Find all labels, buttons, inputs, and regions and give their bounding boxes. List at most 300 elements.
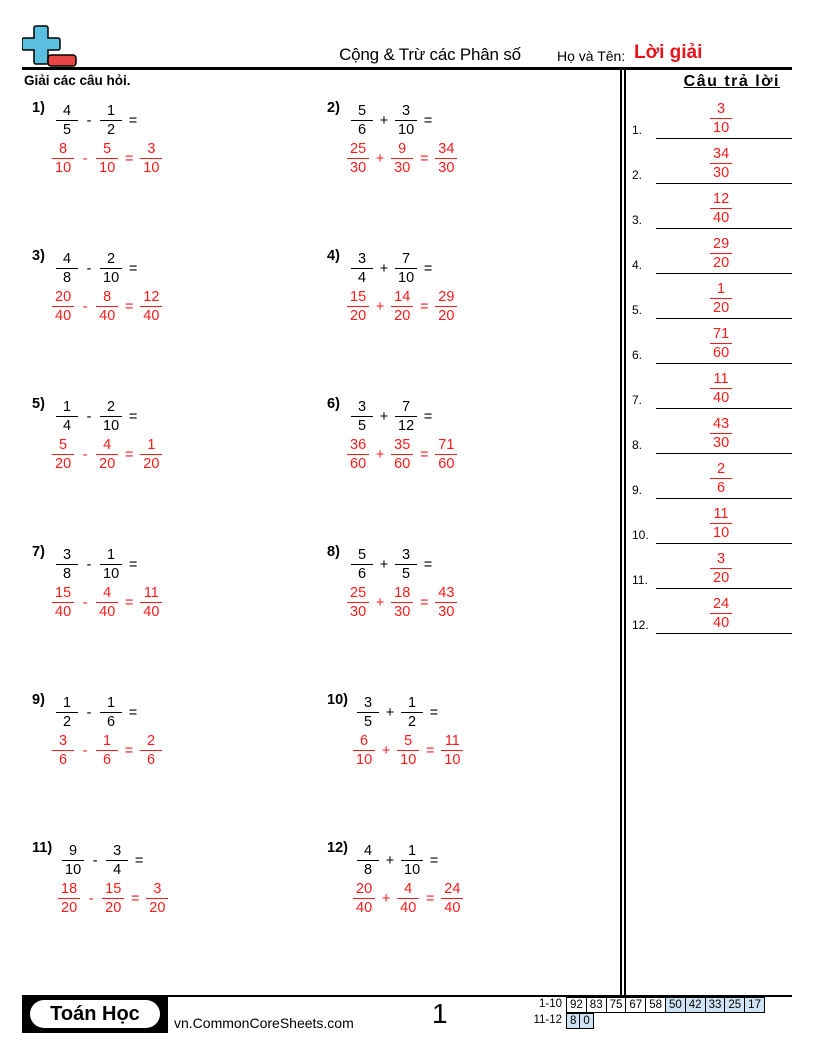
denominator: 40 bbox=[96, 306, 118, 325]
fraction bbox=[441, 732, 463, 769]
numerator: 43 bbox=[713, 416, 730, 432]
equals: = bbox=[423, 408, 433, 425]
numerator: 15 bbox=[350, 289, 367, 305]
numerator: 4 bbox=[404, 881, 413, 897]
denominator: 40 bbox=[710, 613, 732, 632]
operator: - bbox=[82, 446, 88, 463]
answer-item-1 bbox=[632, 94, 792, 139]
numerator: 11 bbox=[713, 506, 729, 522]
answer-item-4 bbox=[632, 229, 792, 274]
denominator: 10 bbox=[710, 118, 732, 137]
denominator: 30 bbox=[710, 433, 732, 452]
problem-number: 7) bbox=[32, 544, 45, 560]
numerator: 1 bbox=[102, 733, 112, 749]
solution-row bbox=[347, 140, 457, 177]
fraction bbox=[357, 694, 379, 731]
answer-label: 4. bbox=[632, 258, 643, 272]
fraction bbox=[710, 145, 732, 182]
fraction bbox=[52, 732, 74, 769]
instructions: Giải các câu hỏi. bbox=[24, 73, 131, 88]
denominator: 6 bbox=[52, 750, 74, 769]
numerator: 34 bbox=[713, 146, 730, 162]
fraction bbox=[401, 694, 423, 731]
denominator: 40 bbox=[52, 306, 74, 325]
score-cell: 8 bbox=[567, 1014, 580, 1029]
score-row-label: 11-12 bbox=[533, 1014, 562, 1026]
answer-item-8 bbox=[632, 409, 792, 454]
fraction bbox=[397, 880, 419, 917]
equals: = bbox=[125, 150, 134, 167]
numerator: 7 bbox=[402, 399, 411, 415]
question-row bbox=[56, 102, 144, 139]
column-divider bbox=[620, 67, 622, 996]
numerator: 24 bbox=[444, 881, 461, 897]
numerator: 18 bbox=[61, 881, 78, 897]
fraction bbox=[395, 546, 417, 583]
fraction bbox=[146, 880, 168, 917]
denominator: 20 bbox=[710, 298, 732, 317]
numerator: 71 bbox=[438, 437, 455, 453]
denominator: 10 bbox=[710, 523, 732, 542]
equals: = bbox=[124, 742, 134, 759]
fraction bbox=[347, 584, 369, 621]
numerator: 3 bbox=[717, 551, 726, 567]
equals: = bbox=[420, 446, 429, 463]
score-row bbox=[566, 997, 765, 1013]
denominator: 6 bbox=[351, 120, 373, 139]
fraction bbox=[357, 842, 379, 879]
solution-row bbox=[347, 584, 457, 621]
fraction bbox=[441, 880, 463, 917]
numerator: 14 bbox=[394, 289, 411, 305]
fraction bbox=[710, 280, 732, 317]
numerator: 7 bbox=[402, 251, 411, 267]
numerator: 5 bbox=[103, 141, 112, 157]
numerator: 35 bbox=[394, 437, 411, 453]
score-cell: 33 bbox=[705, 998, 725, 1013]
denominator: 40 bbox=[140, 602, 162, 621]
numerator: 25 bbox=[350, 141, 367, 157]
problem-9 bbox=[32, 692, 312, 782]
fraction bbox=[710, 235, 732, 272]
fraction bbox=[52, 140, 74, 177]
fraction bbox=[62, 842, 84, 879]
numerator: 1 bbox=[147, 437, 156, 453]
denominator: 20 bbox=[140, 454, 162, 473]
numerator: 6 bbox=[360, 733, 369, 749]
numerator: 5 bbox=[357, 103, 367, 119]
denominator: 20 bbox=[710, 253, 732, 272]
fraction bbox=[710, 550, 732, 587]
fraction bbox=[710, 460, 732, 497]
fraction bbox=[710, 190, 732, 227]
operator: + bbox=[379, 260, 389, 277]
numerator: 4 bbox=[62, 251, 72, 267]
solution-row bbox=[353, 732, 463, 769]
equals: = bbox=[128, 408, 138, 425]
problem-4 bbox=[327, 248, 607, 338]
operator: - bbox=[82, 150, 88, 167]
fraction bbox=[710, 100, 732, 137]
numerator: 24 bbox=[713, 596, 730, 612]
solution-row bbox=[347, 436, 457, 473]
fraction bbox=[96, 584, 118, 621]
numerator: 3 bbox=[357, 251, 367, 267]
fraction bbox=[395, 102, 417, 139]
denominator: 10 bbox=[441, 750, 463, 769]
denominator: 40 bbox=[441, 898, 463, 917]
operator: - bbox=[82, 298, 88, 315]
denominator: 30 bbox=[391, 602, 413, 621]
equals: = bbox=[420, 298, 429, 315]
operator: - bbox=[86, 260, 92, 277]
denominator: 10 bbox=[100, 268, 122, 287]
numerator: 8 bbox=[103, 289, 112, 305]
operator: + bbox=[379, 556, 389, 573]
solution-row bbox=[52, 140, 162, 177]
problem-number: 10) bbox=[327, 692, 348, 708]
operator: - bbox=[92, 852, 98, 869]
equals: = bbox=[128, 704, 138, 721]
fraction bbox=[391, 140, 413, 177]
numerator: 5 bbox=[357, 547, 367, 563]
numerator: 18 bbox=[394, 585, 411, 601]
solution-row bbox=[58, 880, 168, 917]
fraction bbox=[140, 288, 162, 325]
answer-item-10 bbox=[632, 499, 792, 544]
answer-label: 8. bbox=[632, 438, 643, 452]
problem-number: 12) bbox=[327, 840, 348, 856]
numerator: 1 bbox=[62, 695, 72, 711]
equals: = bbox=[426, 742, 435, 759]
numerator: 15 bbox=[105, 881, 122, 897]
numerator: 29 bbox=[438, 289, 455, 305]
fraction bbox=[391, 288, 413, 325]
denominator: 30 bbox=[435, 602, 457, 621]
operator: - bbox=[86, 408, 92, 425]
fraction bbox=[56, 250, 78, 287]
equals: = bbox=[125, 594, 134, 611]
numerator: 25 bbox=[350, 585, 367, 601]
equals: = bbox=[423, 112, 433, 129]
equals: = bbox=[134, 852, 144, 869]
denominator: 60 bbox=[391, 454, 413, 473]
denominator: 5 bbox=[56, 120, 78, 139]
equals: = bbox=[131, 890, 140, 907]
numerator: 71 bbox=[713, 326, 730, 342]
operator: - bbox=[88, 890, 94, 907]
fraction bbox=[395, 398, 417, 435]
denominator: 20 bbox=[710, 568, 732, 587]
problem-3 bbox=[32, 248, 312, 338]
denominator: 40 bbox=[710, 388, 732, 407]
fraction bbox=[710, 325, 732, 362]
equals: = bbox=[423, 556, 433, 573]
numerator: 3 bbox=[402, 103, 411, 119]
fraction bbox=[102, 880, 124, 917]
fraction bbox=[100, 694, 122, 731]
denominator: 20 bbox=[52, 454, 74, 473]
numerator: 5 bbox=[404, 733, 413, 749]
problem-number: 6) bbox=[327, 396, 340, 412]
name-label: Họ và Tên: bbox=[557, 48, 626, 64]
problem-10 bbox=[327, 692, 607, 782]
solution-row bbox=[52, 436, 162, 473]
solution-row bbox=[353, 880, 463, 917]
name-value: Lời giải bbox=[634, 42, 703, 63]
fraction bbox=[710, 370, 732, 407]
fraction bbox=[96, 732, 118, 769]
numerator: 3 bbox=[717, 101, 726, 117]
page-number: 1 bbox=[432, 998, 448, 1029]
numerator: 5 bbox=[59, 437, 68, 453]
fraction bbox=[391, 436, 413, 473]
denominator: 8 bbox=[357, 860, 379, 879]
problem-2 bbox=[327, 100, 607, 190]
numerator: 2 bbox=[146, 733, 156, 749]
problem-number: 5) bbox=[32, 396, 45, 412]
fraction bbox=[56, 546, 78, 583]
answers-title: Câu trả lời bbox=[683, 73, 780, 90]
solution-row bbox=[52, 584, 162, 621]
question-row bbox=[351, 250, 439, 287]
fraction bbox=[391, 584, 413, 621]
denominator: 40 bbox=[397, 898, 419, 917]
denominator: 30 bbox=[435, 158, 457, 177]
numerator: 3 bbox=[153, 881, 162, 897]
column-divider bbox=[624, 67, 626, 996]
fraction bbox=[435, 584, 457, 621]
answer-label: 3. bbox=[632, 213, 643, 227]
fraction bbox=[100, 398, 122, 435]
answer-item-5 bbox=[632, 274, 792, 319]
score-cell: 50 bbox=[665, 998, 685, 1013]
numerator: 3 bbox=[401, 547, 411, 563]
numerator: 11 bbox=[713, 371, 729, 387]
fraction bbox=[351, 398, 373, 435]
question-row bbox=[56, 250, 144, 287]
denominator: 5 bbox=[395, 564, 417, 583]
denominator: 20 bbox=[58, 898, 80, 917]
problem-6 bbox=[327, 396, 607, 486]
numerator: 2 bbox=[107, 399, 116, 415]
answer-line bbox=[656, 633, 792, 635]
page-title: Cộng & Trừ các Phân số bbox=[339, 45, 521, 64]
fraction bbox=[351, 546, 373, 583]
denominator: 2 bbox=[100, 120, 122, 139]
numerator: 12 bbox=[143, 289, 160, 305]
answer-label: 7. bbox=[632, 393, 643, 407]
denominator: 5 bbox=[351, 416, 373, 435]
answer-label: 9. bbox=[632, 483, 643, 497]
problem-1 bbox=[32, 100, 312, 190]
problem-12 bbox=[327, 840, 607, 930]
numerator: 1 bbox=[106, 103, 116, 119]
numerator: 29 bbox=[713, 236, 730, 252]
fraction bbox=[347, 436, 369, 473]
operator: + bbox=[379, 408, 389, 425]
fraction bbox=[100, 102, 122, 139]
denominator: 8 bbox=[56, 268, 78, 287]
denominator: 6 bbox=[96, 750, 118, 769]
fraction bbox=[351, 102, 373, 139]
denominator: 10 bbox=[353, 750, 375, 769]
problem-number: 3) bbox=[32, 248, 45, 264]
denominator: 20 bbox=[391, 306, 413, 325]
score-cell: 75 bbox=[606, 998, 626, 1013]
denominator: 10 bbox=[395, 120, 417, 139]
denominator: 20 bbox=[146, 898, 168, 917]
operator: + bbox=[375, 446, 385, 463]
denominator: 20 bbox=[96, 454, 118, 473]
score-row-label: 1-10 bbox=[538, 998, 562, 1010]
problem-8 bbox=[327, 544, 607, 634]
answer-label: 11. bbox=[632, 573, 648, 587]
numerator: 1 bbox=[717, 281, 726, 297]
score-cell: 25 bbox=[725, 998, 745, 1013]
fraction bbox=[140, 732, 162, 769]
fraction bbox=[435, 288, 457, 325]
problem-5 bbox=[32, 396, 312, 486]
fraction bbox=[710, 505, 732, 542]
answer-label: 12. bbox=[632, 618, 649, 632]
fraction bbox=[56, 694, 78, 731]
problem-number: 8) bbox=[327, 544, 340, 560]
denominator: 60 bbox=[435, 454, 457, 473]
fraction bbox=[397, 732, 419, 769]
fraction bbox=[710, 595, 732, 632]
operator: - bbox=[86, 704, 92, 721]
header-divider bbox=[22, 67, 792, 70]
fraction bbox=[351, 250, 373, 287]
fraction bbox=[100, 250, 122, 287]
numerator: 34 bbox=[438, 141, 455, 157]
fraction bbox=[140, 140, 162, 177]
score-cell: 83 bbox=[586, 998, 606, 1013]
denominator: 12 bbox=[395, 416, 417, 435]
problem-11 bbox=[32, 840, 312, 930]
denominator: 2 bbox=[56, 712, 78, 731]
denominator: 30 bbox=[347, 158, 369, 177]
fraction bbox=[96, 288, 118, 325]
numerator: 36 bbox=[350, 437, 367, 453]
numerator: 2 bbox=[716, 461, 726, 477]
equals: = bbox=[426, 890, 435, 907]
equals: = bbox=[420, 594, 429, 611]
problem-7 bbox=[32, 544, 312, 634]
score-cell: 92 bbox=[567, 998, 587, 1013]
answer-label: 2. bbox=[632, 168, 643, 182]
fraction bbox=[353, 732, 375, 769]
numerator: 9 bbox=[398, 141, 407, 157]
denominator: 6 bbox=[351, 564, 373, 583]
fraction bbox=[52, 584, 74, 621]
question-row bbox=[351, 102, 439, 139]
operator: + bbox=[381, 742, 391, 759]
question-row bbox=[56, 546, 144, 583]
numerator: 4 bbox=[103, 585, 112, 601]
question-row bbox=[56, 398, 144, 435]
fraction bbox=[435, 140, 457, 177]
denominator: 60 bbox=[710, 343, 732, 362]
numerator: 11 bbox=[143, 585, 159, 601]
question-row bbox=[62, 842, 150, 879]
score-row bbox=[566, 1013, 594, 1029]
denominator: 40 bbox=[140, 306, 162, 325]
operator: - bbox=[86, 112, 92, 129]
score-cell: 58 bbox=[646, 998, 666, 1013]
numerator: 3 bbox=[58, 733, 68, 749]
answer-item-7 bbox=[632, 364, 792, 409]
numerator: 3 bbox=[147, 141, 156, 157]
equals: = bbox=[125, 446, 134, 463]
operator: - bbox=[82, 742, 88, 759]
site-link[interactable]: vn.CommonCoreSheets.com bbox=[174, 1015, 354, 1031]
numerator: 1 bbox=[62, 399, 72, 415]
fraction bbox=[435, 436, 457, 473]
denominator: 10 bbox=[62, 860, 84, 879]
numerator: 1 bbox=[106, 695, 116, 711]
fraction bbox=[58, 880, 80, 917]
operator: + bbox=[375, 298, 385, 315]
equals: = bbox=[423, 260, 433, 277]
equals: = bbox=[128, 260, 138, 277]
fraction bbox=[395, 250, 417, 287]
equals: = bbox=[128, 556, 138, 573]
denominator: 10 bbox=[52, 158, 74, 177]
answer-item-9 bbox=[632, 454, 792, 499]
fraction bbox=[100, 546, 122, 583]
question-row bbox=[351, 398, 439, 435]
score-cell: 17 bbox=[745, 998, 765, 1013]
numerator: 12 bbox=[713, 191, 730, 207]
score-cell: 67 bbox=[626, 998, 646, 1013]
fraction bbox=[52, 288, 74, 325]
fraction bbox=[96, 140, 118, 177]
equals: = bbox=[429, 852, 439, 869]
operator: - bbox=[86, 556, 92, 573]
problem-number: 9) bbox=[32, 692, 45, 708]
denominator: 40 bbox=[710, 208, 732, 227]
numerator: 8 bbox=[59, 141, 68, 157]
score-cell: 0 bbox=[580, 1014, 593, 1029]
denominator: 10 bbox=[140, 158, 162, 177]
denominator: 30 bbox=[391, 158, 413, 177]
fraction bbox=[140, 436, 162, 473]
denominator: 6 bbox=[100, 712, 122, 731]
brand-label: Toán Học bbox=[30, 1000, 160, 1028]
operator: - bbox=[82, 594, 88, 611]
operator: + bbox=[385, 704, 395, 721]
fraction bbox=[347, 140, 369, 177]
denominator: 10 bbox=[96, 158, 118, 177]
denominator: 4 bbox=[106, 860, 128, 879]
answer-item-6 bbox=[632, 319, 792, 364]
denominator: 10 bbox=[100, 564, 122, 583]
operator: + bbox=[375, 150, 385, 167]
denominator: 4 bbox=[56, 416, 78, 435]
problem-number: 1) bbox=[32, 100, 45, 116]
solution-row bbox=[347, 288, 457, 325]
denominator: 8 bbox=[56, 564, 78, 583]
numerator: 1 bbox=[407, 695, 417, 711]
equals: = bbox=[420, 150, 429, 167]
fraction bbox=[106, 842, 128, 879]
operator: + bbox=[375, 594, 385, 611]
denominator: 20 bbox=[347, 306, 369, 325]
denominator: 10 bbox=[100, 416, 122, 435]
denominator: 6 bbox=[710, 478, 732, 497]
